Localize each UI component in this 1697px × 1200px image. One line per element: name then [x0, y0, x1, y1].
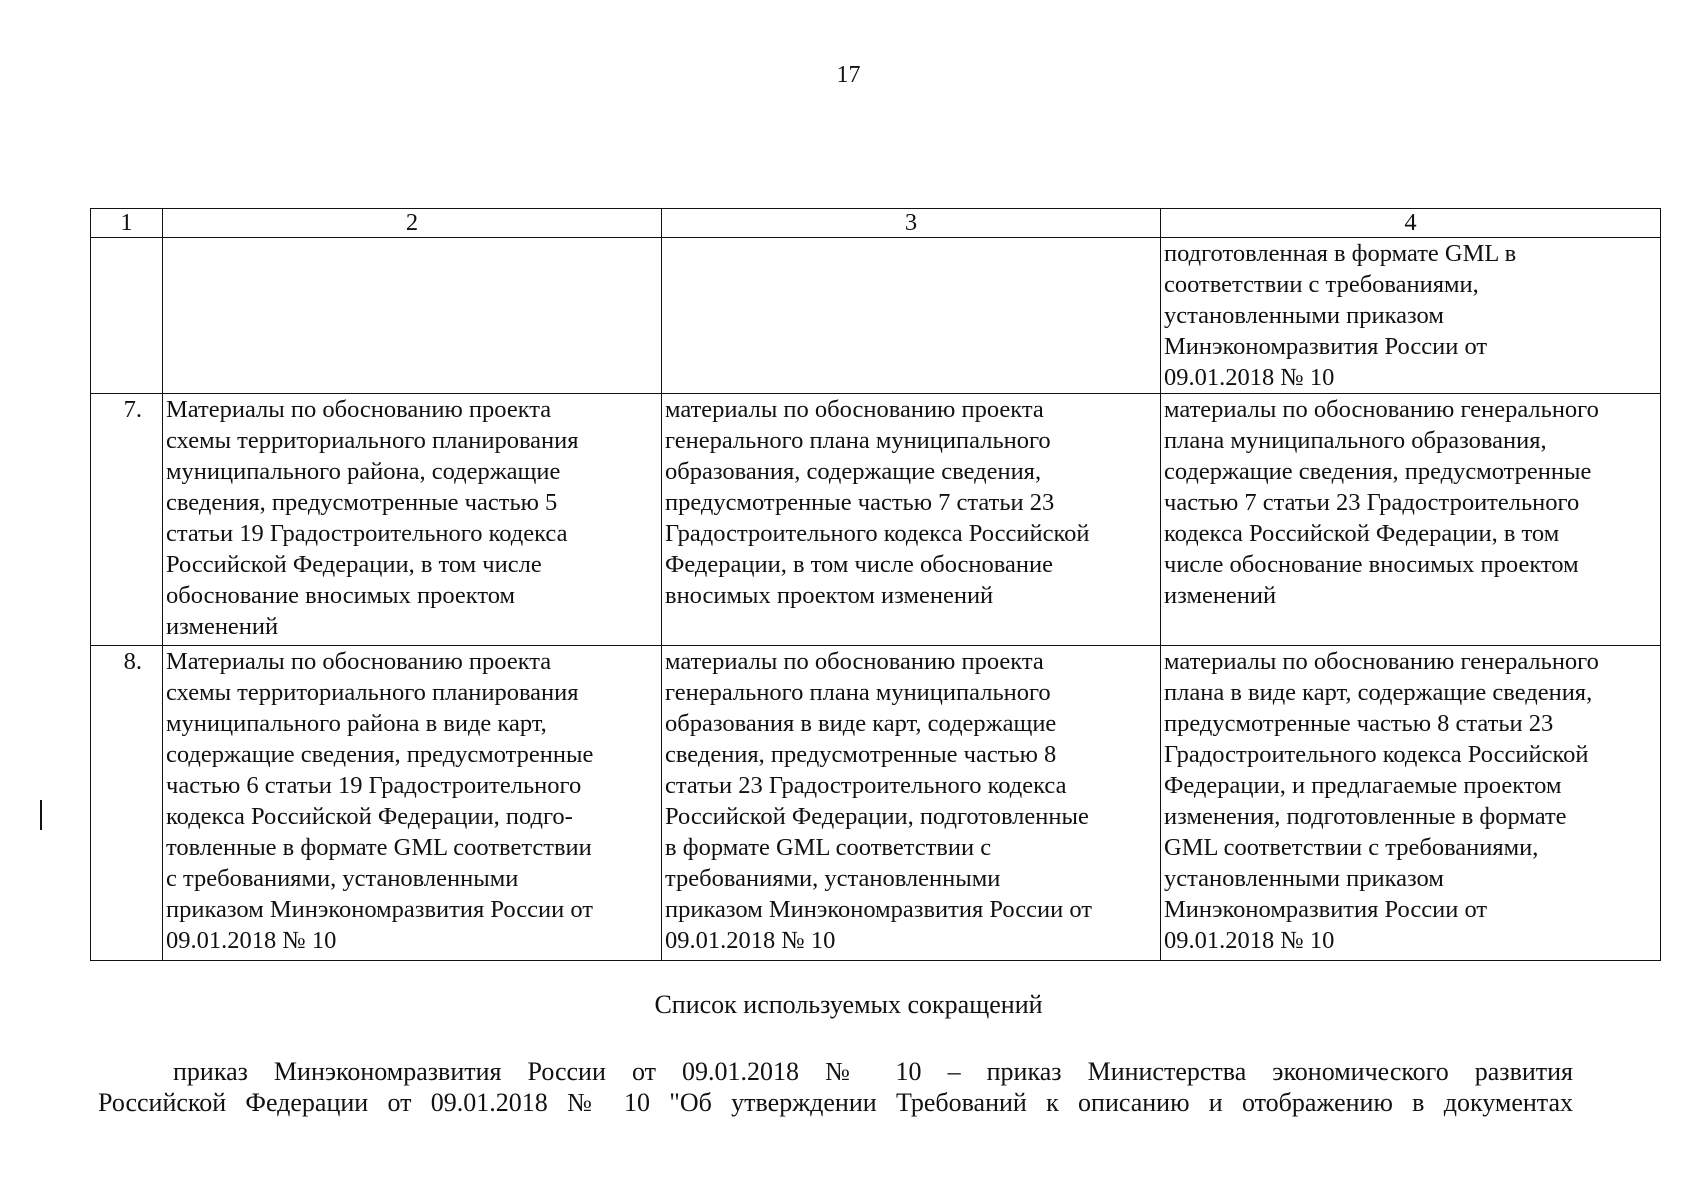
paragraph-line: Российской Федерации от 09.01.2018 № 10 "Об утверждении Требований к описанию и отображению в документах — [98, 1088, 1573, 1117]
materials-table — [90, 208, 1661, 961]
table-row — [91, 646, 1661, 961]
row-cell-col2 — [163, 238, 662, 394]
row-cell-col2: Материалы по обоснованию проекта схемы территориального планирования муниципального района, содержащие сведения, предусмотренные частью 5 статьи 19 Градостроительного кодекса Российской Федерации, в том числе обоснование вносимых проектом изменений — [163, 394, 662, 646]
header-cell: 2 — [163, 209, 662, 238]
row-cell-col3 — [662, 238, 1161, 394]
section-title: Список используемых сокращений — [654, 990, 1043, 1019]
row-cell-col3: материалы по обоснованию проекта генерального плана муниципального образования, содержащие сведения, предусмотренные частью 7 статьи 23 Градостроительного кодекса Российской Федерации, в том числе обоснование вносимых проектом изменений — [662, 394, 1161, 646]
header-cell: 3 — [662, 209, 1161, 238]
row-number: 8. — [91, 646, 163, 961]
row-number — [91, 238, 163, 394]
page-number: 17 — [836, 62, 861, 88]
row-cell-col2: Материалы по обоснованию проекта схемы территориального планирования муниципального района в виде карт, содержащие сведения, предусмотренные частью 6 статьи 19 Градостроительного кодекса Российской Федерации, подго- товленные в формате GML соответствии с требованиями, установленными приказом Минэкономразвития России от 09.01.2018 № 10 — [163, 646, 662, 961]
margin-mark — [40, 800, 42, 830]
row-cell-col4: материалы по обоснованию генерального плана муниципального образования, содержащие сведения, предусмотренные частью 7 статьи 23 Градостроительного кодекса Российской Федерации, в том числе обоснование вносимых проектом изменений — [1161, 394, 1661, 646]
header-cell: 4 — [1161, 209, 1661, 238]
header-cell: 1 — [91, 209, 163, 238]
row-cell-col3: материалы по обоснованию проекта генерального плана муниципального образования в виде карт, содержащие сведения, предусмотренные частью 8 статьи 23 Градостроительного кодекса Российской Федерации, подготовленные в формате GML соответствии с требованиями, установленными приказом Минэкономразвития России от 09.01.2018 № 10 — [662, 646, 1161, 961]
row-cell-col4: материалы по обоснованию генерального плана в виде карт, содержащие сведения, предусмотренные частью 8 статьи 23 Градостроительного кодекса Российской Федерации, и предлагаемые проектом изменения, подготовленные в формате GML соответствии с требованиями, установленными приказом Минэкономразвития России от 09.01.2018 № 10 — [1161, 646, 1661, 961]
table-row — [91, 394, 1661, 646]
row-number: 7. — [91, 394, 163, 646]
table-header-row — [91, 209, 1661, 238]
row-cell-col4: подготовленная в формате GML в соответствии с требованиями, установленными приказом Минэкономразвития России от 09.01.2018 № 10 — [1161, 238, 1661, 394]
paragraph-line: приказ Минэкономразвития России от 09.01.2018 № 10 – приказ Министерства экономического развития — [173, 1057, 1573, 1086]
table-row — [91, 238, 1661, 394]
